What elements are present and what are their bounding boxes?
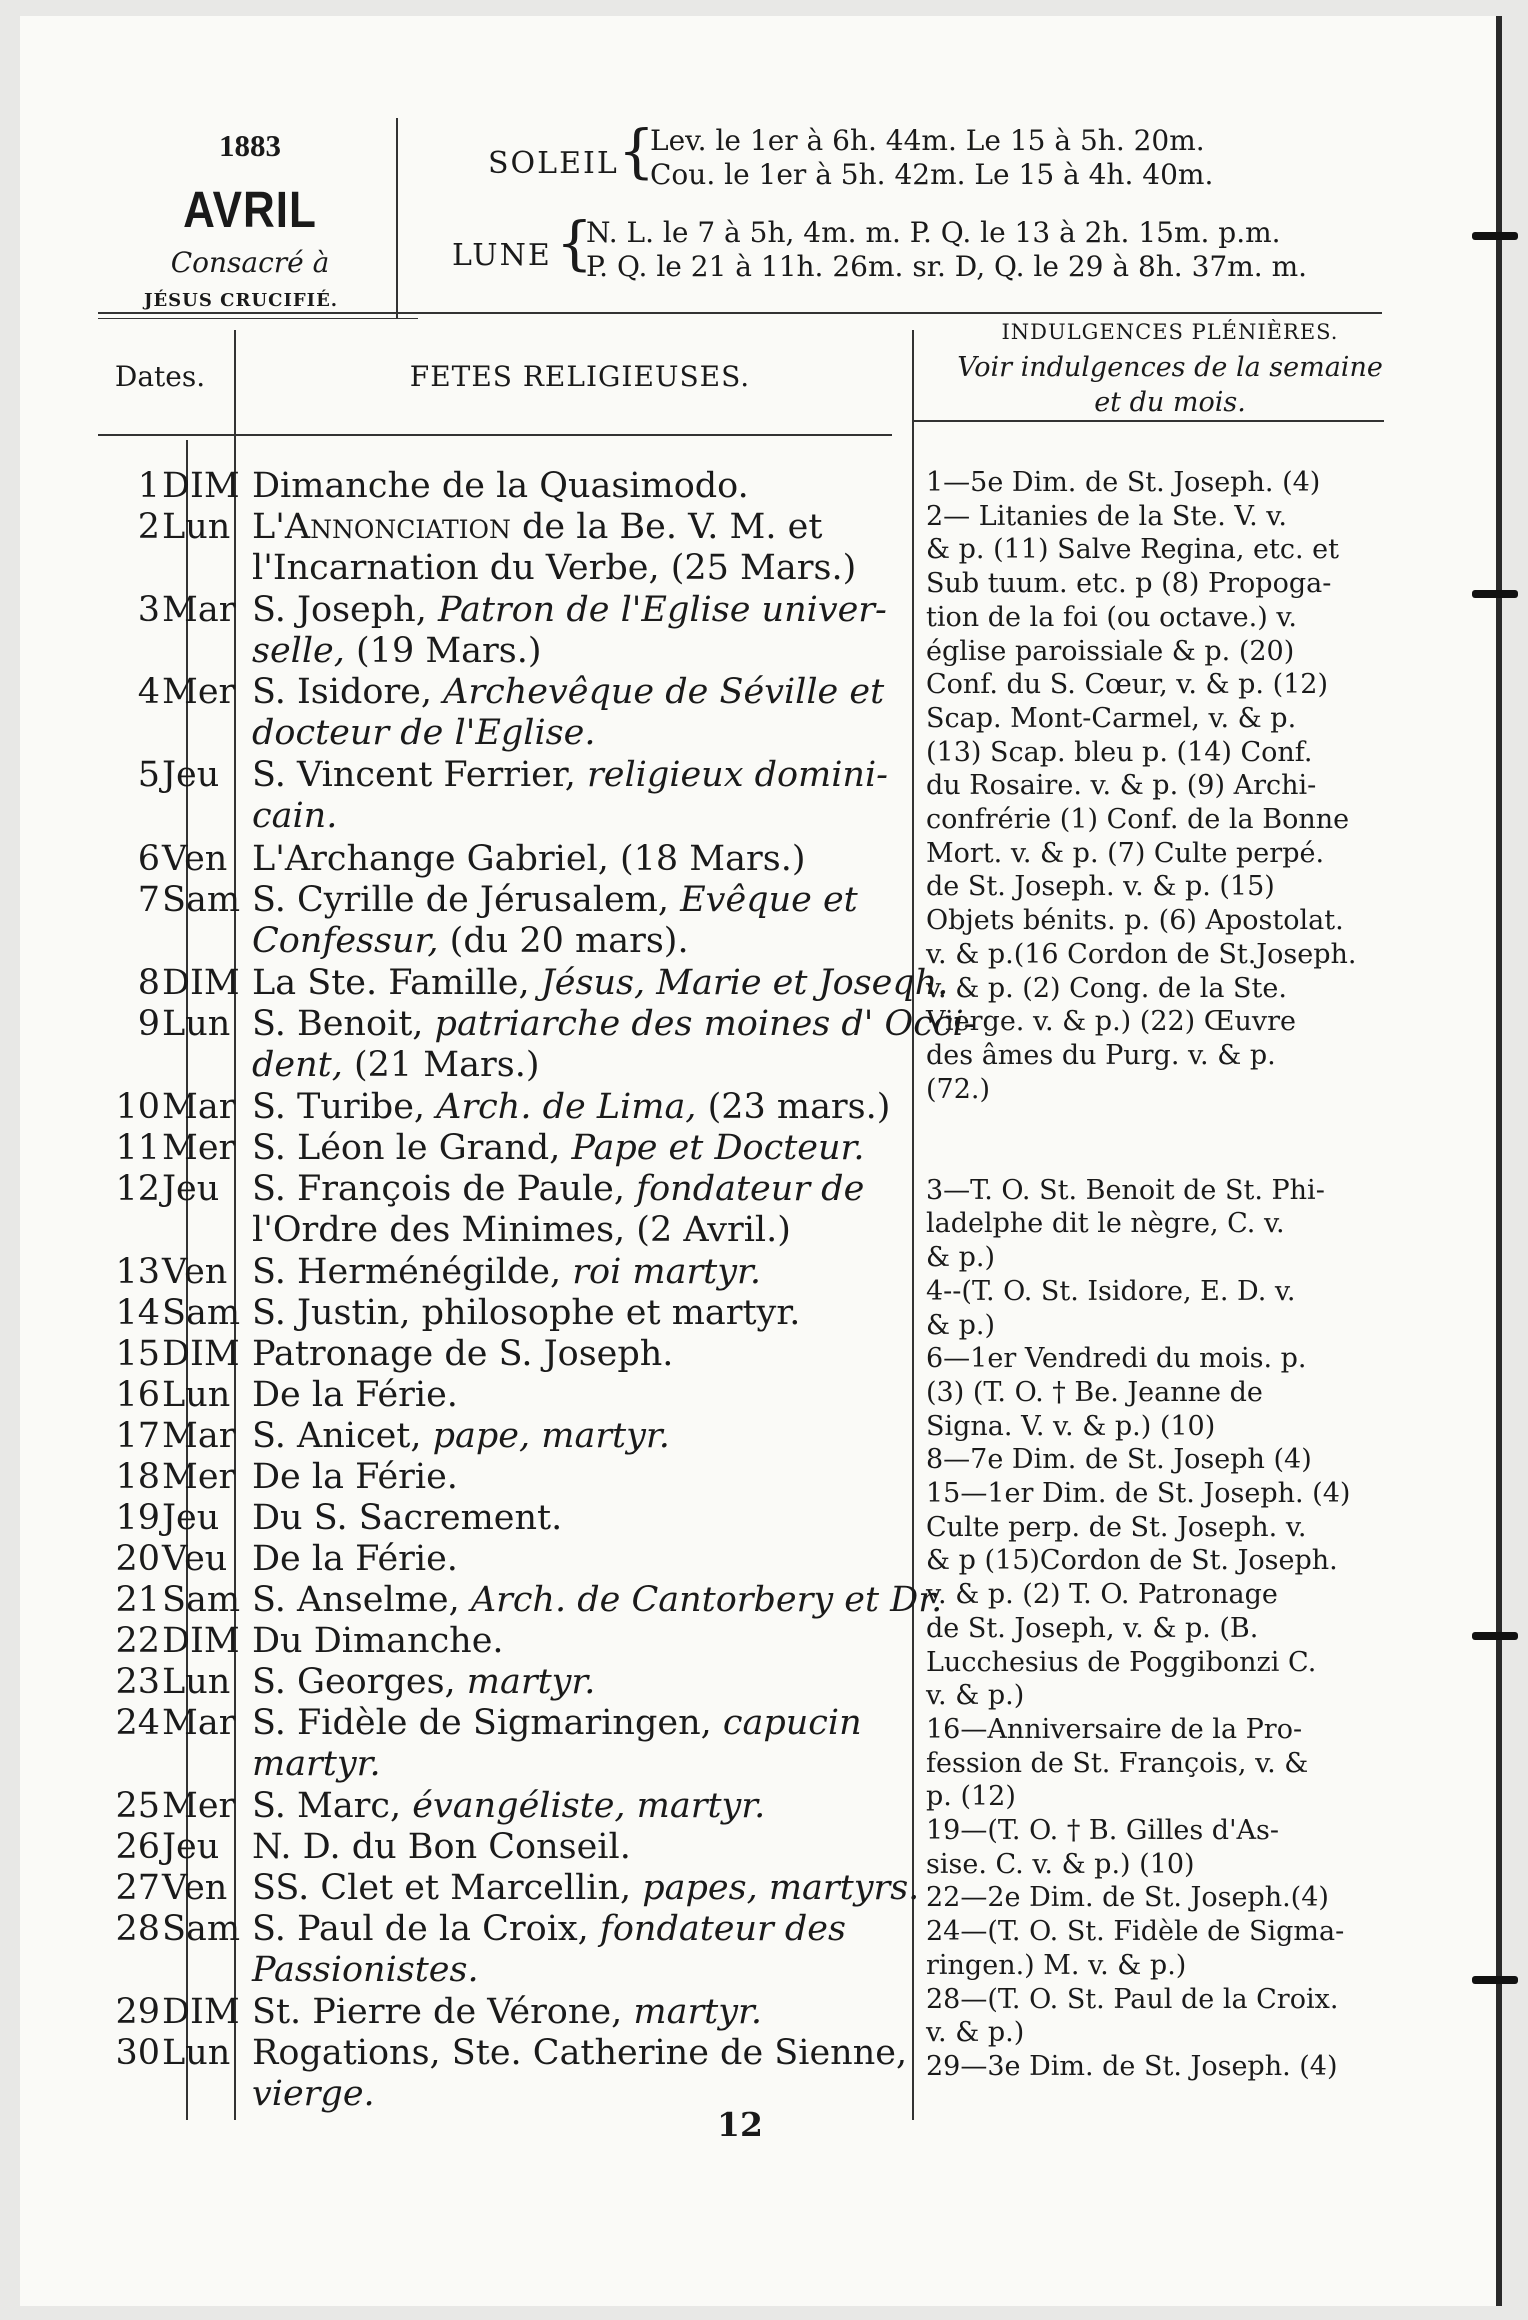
- day-number: 25: [115, 1786, 160, 1826]
- lune-line: P. Q. le 21 à 11h. 26m. sr. D, Q. le 29 à 8h. 37m. m.: [586, 250, 1308, 283]
- feast-title: Arch. de Lima,: [436, 1087, 697, 1127]
- dedication-text: JÉSUS CRUCIFIÉ.: [143, 290, 339, 311]
- indulgence-line: du Rosaire. v. & p. (9) Archi-: [926, 770, 1317, 802]
- feast-continuation: Passionistes.: [252, 1950, 479, 1990]
- indulgence-line: v. & p.): [926, 2017, 1025, 2049]
- indulgence-line: ladelphe dit le nègre, C. v.: [926, 1208, 1285, 1240]
- feast-continuation: [252, 921, 920, 962]
- feast-title: pape, martyr.: [432, 1416, 670, 1456]
- day-number: 8: [137, 963, 160, 1003]
- day-number: 29: [115, 1992, 160, 2032]
- weekday: Lun: [162, 1662, 231, 1702]
- day-row: [0, 1827, 920, 1868]
- day-number: 1: [137, 466, 160, 506]
- day-row: [0, 1662, 920, 1703]
- feast-saint: S. Anselme,: [252, 1580, 471, 1620]
- weekday: Sam: [162, 1293, 241, 1333]
- soleil-line: Lev. le 1er à 6h. 44m. Le 15 à 5h. 20m.: [650, 124, 1205, 157]
- feast-text: [252, 1087, 920, 1128]
- feast-continuation: vierge.: [252, 2074, 375, 2114]
- weekday: Lun: [162, 507, 231, 547]
- feast-saint: SS. Clet et Marcellin,: [252, 1868, 643, 1908]
- indulgence-line: Scap. Mont-Carmel, v. & p.: [926, 702, 1297, 734]
- weekday: Lun: [162, 1375, 231, 1415]
- indulgence-line: 4--(T. O. St. Isidore, E. D. v.: [926, 1275, 1296, 1307]
- feast-saint: S. Isidore,: [252, 672, 444, 712]
- day-row: [0, 590, 920, 631]
- indulgence-line: 2— Litanies de la Ste. V. v.: [926, 500, 1287, 532]
- feast-saint: S. Vincent Ferrier,: [252, 755, 588, 795]
- weekday: DIM: [162, 466, 240, 506]
- month-title: AVRIL: [183, 182, 317, 239]
- header-rule: [98, 318, 418, 319]
- day-row: [0, 1293, 920, 1334]
- indulgence-line: tion de la foi (ou octave.) v.: [926, 601, 1297, 633]
- indulgence-line: ringen.) M. v. & p.): [926, 1949, 1187, 1981]
- day-number: 16: [115, 1375, 160, 1415]
- indulgence-line: 29—3e Dim. de St. Joseph. (4): [926, 2050, 1338, 2082]
- feast-saint: S. Joseph,: [252, 590, 438, 630]
- weekday: Veu: [162, 1539, 228, 1579]
- feast-continuation: docteur de l'Eglise.: [252, 713, 596, 753]
- feast-date: (23 mars.): [696, 1087, 891, 1127]
- weekday: Ven: [162, 1252, 228, 1292]
- year: 1883: [219, 128, 281, 163]
- feast-title: Patron de l'Eglise univer-: [437, 590, 887, 630]
- indulgence-line: v. & p. (2) Cong. de la Ste.: [926, 972, 1287, 1004]
- feast-text: [252, 1128, 920, 1169]
- lune-label: LUNE: [452, 238, 552, 273]
- feast-saint: S. Paul de la Croix,: [252, 1909, 600, 1949]
- indulgence-line: Objets bénits. p. (6) Apostolat.: [926, 905, 1344, 937]
- indulgence-line: confrérie (1) Conf. de la Bonne: [926, 804, 1350, 835]
- feast-text: Rogations, Ste. Catherine de Sienne,: [252, 2033, 908, 2073]
- binding-mark: [1472, 590, 1518, 598]
- feast-title: religieux domini-: [587, 755, 888, 795]
- soleil-label: SOLEIL: [488, 146, 619, 181]
- feast-text: Du Dimanche.: [252, 1621, 504, 1661]
- feast-title: fondateur des: [599, 1909, 846, 1949]
- weekday: Mer: [162, 1457, 236, 1497]
- feast-text: [252, 1786, 920, 1827]
- day-row: [0, 1416, 920, 1457]
- feast-saint: S. Georges,: [252, 1662, 467, 1702]
- weekday: Mar: [162, 1087, 236, 1127]
- indulgence-line: fession de St. François, v. &: [926, 1747, 1309, 1779]
- weekday: DIM: [162, 1992, 240, 2032]
- feast-text: [252, 755, 920, 796]
- feast-saint: S. Fidèle de Sigmaringen,: [252, 1703, 723, 1743]
- indulgence-line: & p. (11) Salve Regina, etc. et: [926, 534, 1339, 566]
- feast-text: Patronage de S. Joseph.: [252, 1334, 674, 1374]
- column-header-rule: [914, 420, 1384, 422]
- day-row: [0, 1539, 920, 1580]
- day-number: 15: [115, 1334, 160, 1374]
- weekday: Mar: [162, 1703, 236, 1743]
- weekday: Mar: [162, 590, 236, 630]
- indulgence-line: de St. Joseph, v. & p. (B.: [926, 1612, 1259, 1644]
- feast-continuation: l'Incarnation du Verbe, (25 Mars.): [252, 548, 857, 588]
- day-number: 26: [115, 1827, 160, 1867]
- feast-date: (du 20 mars).: [438, 921, 689, 961]
- indulgence-line: p. (12): [926, 1781, 1016, 1813]
- feast-saint: S. Anicet,: [252, 1416, 433, 1456]
- day-row: [0, 1580, 943, 1621]
- feast-text: [252, 880, 920, 921]
- feast-title: Evêque et: [680, 880, 858, 920]
- feast-text: [252, 1868, 920, 1909]
- header-rule: [98, 312, 1382, 314]
- feast-saint: S. Turibe,: [252, 1087, 437, 1127]
- indulgence-line: Culte perp. de St. Joseph. v.: [926, 1511, 1307, 1543]
- day-number: 22: [115, 1621, 160, 1661]
- header-separator: [396, 118, 398, 318]
- feast-date: (21 Mars.): [342, 1045, 540, 1085]
- column-header-indulgences-note: [900, 350, 1440, 420]
- weekday: Jeu: [162, 1827, 220, 1867]
- binding-mark: [1472, 232, 1518, 240]
- feast-text: [252, 1909, 920, 1950]
- indulgences-note-line: Voir indulgences de la semaine: [957, 352, 1383, 383]
- indulgence-line: sise. C. v. & p.) (10): [926, 1848, 1195, 1880]
- feast-title: capucin: [722, 1703, 862, 1743]
- feast-date: (19 Mars.): [344, 631, 542, 671]
- day-number: 12: [115, 1169, 160, 1209]
- feast-saint: S. Benoit,: [252, 1004, 435, 1044]
- day-number: 19: [115, 1498, 160, 1538]
- weekday: DIM: [162, 1621, 240, 1661]
- feast-saint: La Ste. Famille,: [252, 963, 541, 1003]
- indulgence-line: 1—5e Dim. de St. Joseph. (4): [926, 467, 1321, 498]
- lune-line: N. L. le 7 à 5h, 4m. m. P. Q. le 13 à 2h. 15m. p.m.: [586, 216, 1281, 249]
- day-row: [0, 1621, 920, 1662]
- weekday: Mer: [162, 1128, 236, 1168]
- day-row: [0, 1128, 920, 1169]
- day-row: [0, 672, 920, 713]
- feast-text: S. Justin, philosophe et martyr.: [252, 1293, 801, 1333]
- day-number: 23: [115, 1662, 160, 1702]
- weekday: Jeu: [162, 755, 220, 795]
- feast-continuation: l'Ordre des Minimes, (2 Avril.): [252, 1210, 791, 1250]
- feast-title: roi martyr.: [572, 1252, 762, 1292]
- feast-title: patriarche des moines d' Occi-: [434, 1004, 976, 1044]
- day-row: [0, 507, 920, 548]
- indulgence-line: 6—1er Vendredi du mois. p.: [926, 1343, 1307, 1375]
- day-number: 24: [115, 1703, 160, 1743]
- feast-saint: St. Pierre de Vérone,: [252, 1992, 634, 2032]
- indulgence-line: (3) (T. O. † Be. Jeanne de: [926, 1376, 1263, 1408]
- feast-title: Arch. de Cantorbery et Dr.: [470, 1580, 943, 1620]
- column-header-fetes: FETES RELIGIEUSES.: [409, 360, 751, 393]
- day-number: 14: [115, 1293, 160, 1333]
- weekday: Lun: [162, 2033, 231, 2073]
- indulgence-line: Sub tuum. etc. p (8) Propoga-: [926, 568, 1332, 600]
- day-number: 28: [115, 1909, 160, 1949]
- day-number: 5: [137, 755, 160, 795]
- weekday: Ven: [162, 839, 228, 879]
- column-header-rule: [98, 434, 892, 436]
- day-row: [0, 1334, 920, 1375]
- indulgence-line: v. & p.): [926, 1680, 1025, 1712]
- indulgence-line: église paroissiale & p. (20): [926, 635, 1295, 667]
- feast-title: de la Be. V. M. et: [510, 507, 823, 547]
- feast-text: [252, 1703, 920, 1744]
- feast-title: selle,: [252, 631, 345, 671]
- soleil-brace: {: [618, 117, 655, 185]
- day-row: [0, 839, 920, 880]
- binding-mark: [1472, 1632, 1518, 1640]
- indulgence-line: 28—(T. O. St. Paul de la Croix.: [926, 1983, 1339, 2015]
- day-number: 17: [115, 1416, 160, 1456]
- weekday: Sam: [162, 880, 241, 920]
- lune-brace: {: [556, 209, 593, 277]
- day-row: [0, 466, 920, 507]
- feast-text: De la Férie.: [252, 1457, 458, 1497]
- indulgence-line: Lucchesius de Poggibonzi C.: [926, 1646, 1317, 1678]
- indulgence-line: 24—(T. O. St. Fidèle de Sigma-: [926, 1916, 1345, 1948]
- indulgence-line: Mort. v. & p. (7) Culte perpé.: [926, 837, 1325, 869]
- day-number: 11: [115, 1128, 160, 1168]
- column-header-indulgences: INDULGENCES PLÉNIÈRES.: [1001, 320, 1339, 344]
- day-row: [0, 1498, 920, 1539]
- weekday: Lun: [162, 1004, 231, 1044]
- day-row: [0, 1004, 976, 1045]
- day-row: [0, 963, 949, 1004]
- day-row: [0, 1252, 920, 1293]
- day-number: 21: [115, 1580, 160, 1620]
- day-row: [0, 1992, 920, 2033]
- indulgence-line: 15—1er Dim. de St. Joseph. (4): [926, 1478, 1351, 1509]
- day-number: 13: [115, 1252, 160, 1292]
- feast-text: [252, 1004, 976, 1045]
- weekday: Mar: [162, 1416, 236, 1456]
- feast-text: L'Archange Gabriel, (18 Mars.): [252, 839, 806, 879]
- indulgence-line: (13) Scap. bleu p. (14) Conf.: [926, 736, 1313, 768]
- day-number: 18: [115, 1457, 160, 1497]
- weekday: DIM: [162, 963, 240, 1003]
- day-row: [0, 1087, 920, 1128]
- indulgence-line: 3—T. O. St. Benoit de St. Phi-: [926, 1174, 1325, 1206]
- feast-saint: S. Herménégilde,: [252, 1252, 573, 1292]
- feast-text: N. D. du Bon Conseil.: [252, 1827, 631, 1867]
- feast-text: De la Férie.: [252, 1539, 458, 1579]
- weekday: Mer: [162, 1786, 236, 1826]
- indulgence-line: 16—Anniversaire de la Pro-: [926, 1713, 1303, 1745]
- day-number: 7: [137, 880, 160, 920]
- feast-text: [252, 1169, 920, 1210]
- feast-text: De la Férie.: [252, 1375, 458, 1415]
- feast-title: papes, martyrs.: [642, 1868, 920, 1908]
- feast-continuation: cain.: [252, 796, 338, 836]
- weekday: Jeu: [162, 1498, 220, 1538]
- feast-saint: S. Cyrille de Jérusalem,: [252, 880, 681, 920]
- day-number: 2: [137, 507, 160, 547]
- indulgence-line: v. & p.(16 Cordon de St.Joseph.: [926, 938, 1357, 970]
- indulgence-line: Conf. du S. Cœur, v. & p. (12): [926, 669, 1329, 701]
- indulgence-line: 8—7e Dim. de St. Joseph (4): [926, 1444, 1312, 1476]
- day-row: [0, 1375, 920, 1416]
- feast-title: évangéliste, martyr.: [412, 1786, 766, 1826]
- feast-saint: L'Annonciation: [252, 507, 511, 547]
- indulgences-note-line: et du mois.: [1094, 387, 1246, 418]
- weekday: DIM: [162, 1334, 240, 1374]
- day-number: 9: [137, 1004, 160, 1044]
- feast-text: [252, 1252, 920, 1293]
- feast-text: [252, 1416, 920, 1457]
- feast-text: Dimanche de la Quasimodo.: [252, 466, 749, 506]
- consacre-text: Consacré à: [170, 246, 330, 279]
- indulgence-line: & p.): [926, 1242, 996, 1274]
- feast-text: [252, 590, 920, 631]
- weekday: Mer: [162, 672, 236, 712]
- day-number: 27: [115, 1868, 160, 1908]
- feast-saint: S. François de Paule,: [252, 1169, 637, 1209]
- feast-text: [252, 1992, 920, 2033]
- feast-saint: S. Marc,: [252, 1786, 413, 1826]
- weekday: Sam: [162, 1909, 241, 1949]
- feast-text: [252, 963, 949, 1004]
- day-row: [0, 2033, 920, 2074]
- soleil-line: Cou. le 1er à 5h. 42m. Le 15 à 4h. 40m.: [650, 158, 1214, 191]
- day-row: [0, 755, 920, 796]
- feast-title: Archevêque de Séville et: [443, 672, 885, 712]
- indulgence-line: Vierge. v. & p.) (22) Œuvre: [926, 1006, 1297, 1038]
- feast-title: Confessur,: [252, 921, 439, 961]
- feast-continuation: martyr.: [252, 1744, 381, 1784]
- indulgence-line: Signa. V. v. & p.) (10): [926, 1410, 1216, 1442]
- day-number: 6: [137, 839, 160, 879]
- day-row: [0, 1868, 920, 1909]
- feast-text: [252, 507, 920, 548]
- feast-title: fondateur de: [636, 1169, 865, 1209]
- indulgence-line: v. & p. (2) T. O. Patronage: [926, 1579, 1278, 1611]
- feast-text: Du S. Sacrement.: [252, 1498, 563, 1538]
- day-number: 4: [137, 672, 160, 712]
- feast-title: Pape et Docteur.: [571, 1128, 865, 1168]
- feast-title: martyr.: [633, 1992, 763, 2032]
- day-row: [0, 1909, 920, 1950]
- binding-mark: [1472, 1976, 1518, 1984]
- weekday: Ven: [162, 1868, 228, 1908]
- feast-text: [252, 1662, 920, 1703]
- day-number: 3: [137, 590, 160, 630]
- day-number: 10: [115, 1087, 160, 1127]
- indulgence-line: de St. Joseph. v. & p. (15): [926, 871, 1275, 903]
- day-row: [0, 1457, 920, 1498]
- indulgence-line: des âmes du Purg. v. & p.: [926, 1039, 1276, 1071]
- day-row: [0, 880, 920, 921]
- feast-text: [252, 1580, 943, 1621]
- weekday: Sam: [162, 1580, 241, 1620]
- day-number: 20: [115, 1539, 160, 1579]
- day-row: [0, 1703, 920, 1744]
- column-header-dates: Dates.: [114, 360, 206, 393]
- indulgence-line: 22—2e Dim. de St. Joseph.(4): [926, 1882, 1329, 1914]
- feast-title: martyr.: [466, 1662, 596, 1702]
- indulgence-line: 19—(T. O. † B. Gilles d'As-: [926, 1815, 1279, 1846]
- feast-continuation: [252, 631, 920, 672]
- day-number: 30: [115, 2033, 160, 2073]
- feast-title: Jésus, Marie et Joseqh.: [540, 963, 949, 1003]
- feast-title: dent,: [252, 1045, 343, 1085]
- indulgence-line: (72.): [926, 1073, 991, 1105]
- feast-continuation: [252, 1045, 920, 1086]
- page-number: 12: [717, 2105, 763, 2144]
- indulgence-line: & p (15)Cordon de St. Joseph.: [926, 1545, 1338, 1577]
- indulgence-line: & p.): [926, 1309, 996, 1341]
- day-row: [0, 1169, 920, 1210]
- feast-saint: S. Léon le Grand,: [252, 1128, 572, 1168]
- weekday: Jeu: [162, 1169, 220, 1209]
- feast-text: [252, 672, 920, 713]
- day-row: [0, 1786, 920, 1827]
